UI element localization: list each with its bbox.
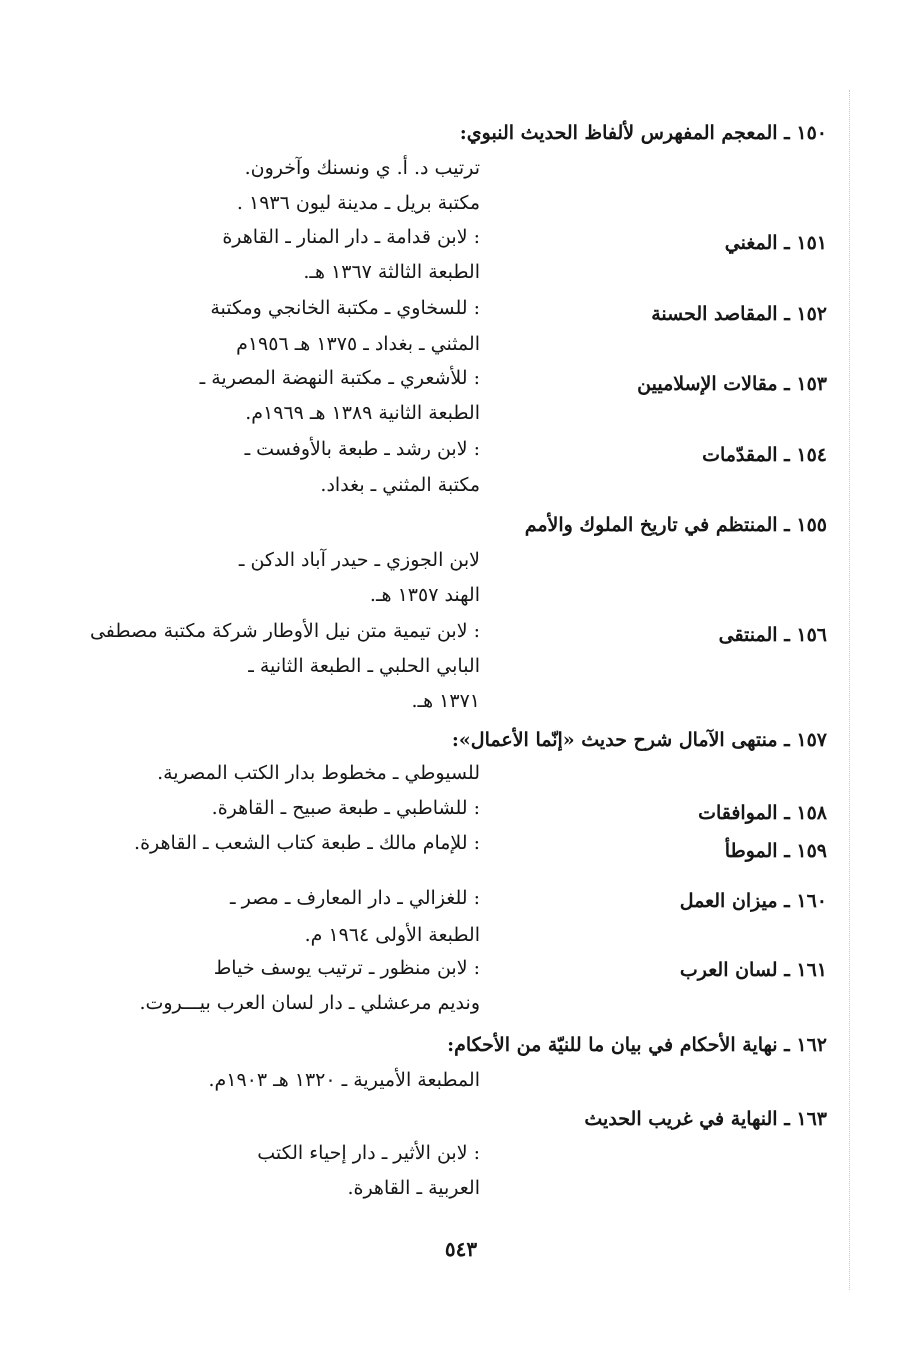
entry-153-line-1: : للأشعري ـ مكتبة النهضة المصرية ـ: [199, 367, 480, 389]
entry-151-line-1: : لابن قدامة ـ دار المنار ـ القاهرة: [222, 226, 480, 248]
entry-161-title: ١٦١ ـ لسان العرب: [679, 959, 827, 981]
entry-156-line-2: البابي الحلبي ـ الطبعة الثانية ـ: [248, 655, 480, 677]
entry-155-line-2: الهند ١٣٥٧ هـ.: [369, 584, 480, 606]
entry-158-line-1: : للشاطبي ـ طبعة صبيح ـ القاهرة.: [211, 797, 480, 819]
entry-162-line-1: المطبعة الأميرية ـ ١٣٢٠ هـ ١٩٠٣م.: [208, 1069, 480, 1091]
entry-157-line-1: للسيوطي ـ مخطوط بدار الكتب المصرية.: [157, 762, 480, 784]
entry-158-title: ١٥٨ ـ الموافقات: [698, 802, 827, 824]
entry-151-line-2: الطبعة الثالثة ١٣٦٧ هـ.: [303, 261, 480, 283]
entry-152-line-1: : للسخاوي ـ مكتبة الخانجي ومكتبة: [210, 297, 480, 319]
entry-155-line-1: لابن الجوزي ـ حيدر آباد الدكن ـ: [238, 549, 480, 571]
entry-163-title: ١٦٣ ـ النهاية في غريب الحديث: [584, 1108, 827, 1130]
entry-159-line-1: : للإمام مالك ـ طبعة كتاب الشعب ـ القاهرة.: [134, 832, 480, 854]
entry-153-line-2: الطبعة الثانية ١٣٨٩ هـ ١٩٦٩م.: [245, 402, 480, 424]
entry-163-line-1: : لابن الأثير ـ دار إحياء الكتب: [257, 1142, 480, 1164]
entry-150-line-2: مكتبة بريل ـ مدينة ليون ١٩٣٦ .: [236, 192, 480, 214]
entry-157-title: ١٥٧ ـ منتهى الآمال شرح حديث «إنّما الأعمال»:: [451, 729, 827, 751]
entry-152-line-2: المثني ـ بغداد ـ ١٣٧٥ هـ ١٩٥٦م: [236, 333, 480, 355]
entry-155-title: ١٥٥ ـ المنتظم في تاريخ الملوك والأمم: [524, 514, 827, 536]
page-number: ٥٤٣: [444, 1237, 478, 1261]
entry-159-title: ١٥٩ ـ الموطأ: [724, 840, 827, 862]
entry-152-title: ١٥٢ ـ المقاصد الحسنة: [651, 303, 827, 325]
entry-161-line-2: ونديم مرعشلي ـ دار لسان العرب بيـــروت.: [139, 992, 480, 1014]
entry-151-title: ١٥١ ـ المغني: [724, 232, 827, 254]
entry-160-title: ١٦٠ ـ ميزان العمل: [679, 890, 827, 912]
entry-163-line-2: العربية ـ القاهرة.: [347, 1177, 480, 1199]
entry-156-line-3: ١٣٧١ هـ.: [411, 690, 480, 712]
entry-154-title: ١٥٤ ـ المقدّمات: [702, 444, 827, 466]
entry-160-line-2: الطبعة الأولى ١٩٦٤ م.: [304, 924, 480, 946]
entry-156-title: ١٥٦ ـ المنتقى: [718, 624, 827, 646]
entry-162-title: ١٦٢ ـ نهاية الأحكام في بيان ما للنيّة من الأحكام:: [447, 1034, 827, 1056]
entry-156-line-1: : لابن تيمية متن نيل الأوطار شركة مكتبة مصطفى: [89, 620, 480, 642]
entry-150-line-1: ترتيب د. أ. ي ونسنك وآخرون.: [244, 157, 480, 179]
entry-154-line-1: : لابن رشد ـ طبعة بالأوفست ـ: [244, 438, 480, 460]
entry-154-line-2: مكتبة المثني ـ بغداد.: [320, 474, 480, 496]
entry-161-line-1: : لابن منظور ـ ترتيب يوسف خياط: [213, 957, 480, 979]
scan-edge-divider: [849, 90, 850, 1290]
entry-160-line-1: : للغزالي ـ دار المعارف ـ مصر ـ: [230, 887, 480, 909]
entry-150-title: ١٥٠ ـ المعجم المفهرس لألفاظ الحديث النبوي:: [459, 122, 827, 144]
entry-153-title: ١٥٣ ـ مقالات الإسلاميين: [637, 373, 827, 395]
